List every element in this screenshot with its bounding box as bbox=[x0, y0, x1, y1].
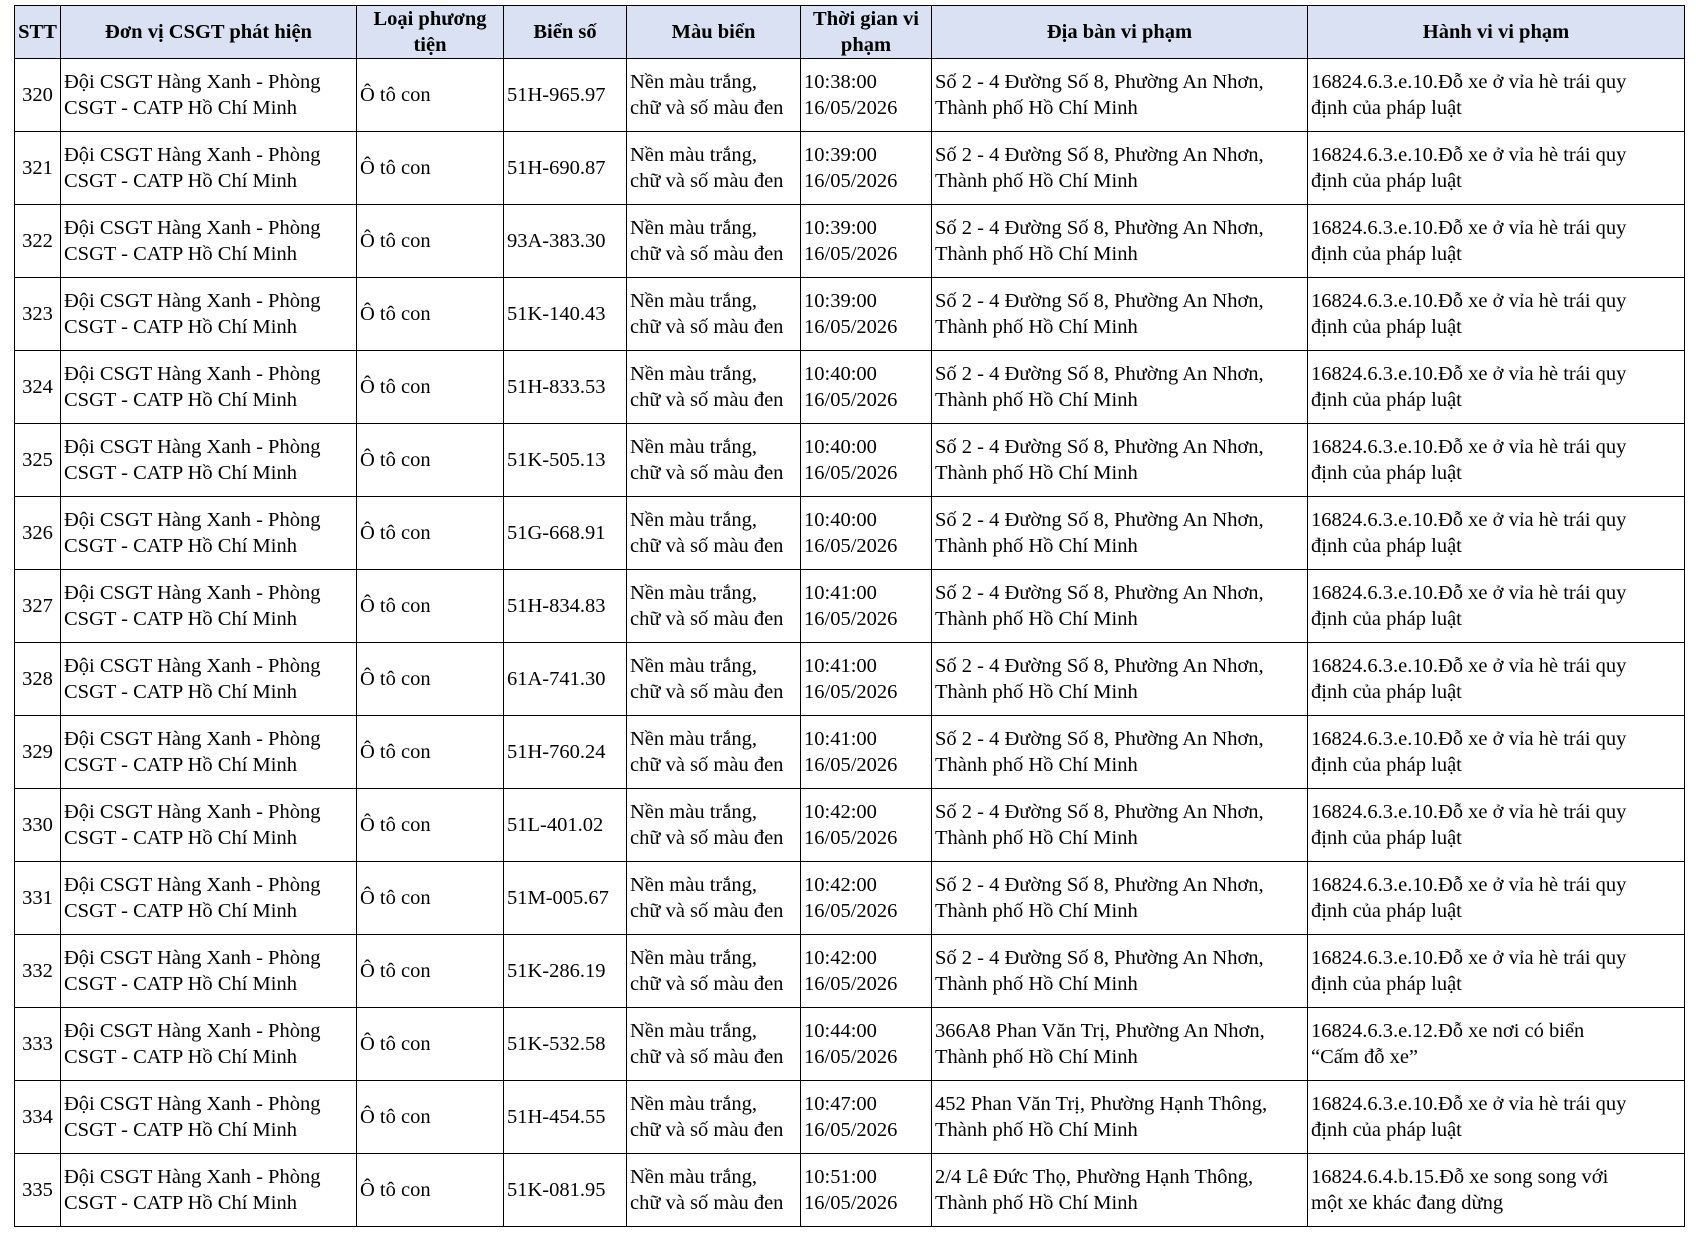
cell-violation-text: 16824.6.3.e.10.Đỗ xe ở vỉa hè trái quy định của pháp luật bbox=[1311, 436, 1627, 484]
cell-vehicle-text: Ô tô con bbox=[360, 157, 431, 179]
cell-stt-text: 327 bbox=[22, 595, 53, 617]
cell-location-text: Số 2 - 4 Đường Số 8, Phường An Nhơn, Thành phố Hồ Chí Minh bbox=[935, 728, 1264, 776]
cell-stt bbox=[15, 132, 61, 205]
cell-vehicle bbox=[357, 862, 504, 935]
cell-vehicle-text: Ô tô con bbox=[360, 595, 431, 617]
cell-plate-color bbox=[627, 1081, 801, 1154]
cell-violation bbox=[1308, 1154, 1685, 1227]
cell-violation-text: 16824.6.3.e.10.Đỗ xe ở vỉa hè trái quy định của pháp luật bbox=[1311, 290, 1627, 338]
cell-unit-text: Đội CSGT Hàng Xanh - Phòng CSGT - CATP Hồ Chí Minh bbox=[64, 801, 321, 849]
cell-unit bbox=[61, 862, 357, 935]
cell-plate-color-text: Nền màu trắng, chữ và số màu đen bbox=[630, 801, 784, 849]
cell-plate bbox=[504, 497, 627, 570]
cell-time bbox=[801, 497, 932, 570]
cell-stt bbox=[15, 570, 61, 643]
cell-time-text: 10:41:00 16/05/2026 bbox=[804, 582, 898, 630]
cell-location bbox=[932, 935, 1308, 1008]
cell-vehicle-text: Ô tô con bbox=[360, 230, 431, 252]
cell-vehicle bbox=[357, 132, 504, 205]
cell-violation-text: 16824.6.4.b.15.Đỗ xe song song với một xe khác đang dừng bbox=[1311, 1166, 1609, 1214]
cell-unit bbox=[61, 59, 357, 132]
cell-violation bbox=[1308, 789, 1685, 862]
cell-plate bbox=[504, 132, 627, 205]
cell-stt-text: 321 bbox=[22, 157, 53, 179]
cell-unit bbox=[61, 570, 357, 643]
table-row bbox=[15, 278, 1685, 351]
cell-location bbox=[932, 424, 1308, 497]
cell-violation bbox=[1308, 570, 1685, 643]
cell-time-text: 10:42:00 16/05/2026 bbox=[804, 874, 898, 922]
cell-location bbox=[932, 351, 1308, 424]
cell-location bbox=[932, 497, 1308, 570]
cell-violation-text: 16824.6.3.e.10.Đỗ xe ở vỉa hè trái quy định của pháp luật bbox=[1311, 1093, 1627, 1141]
cell-plate-color bbox=[627, 1008, 801, 1081]
cell-plate-text: 51M-005.67 bbox=[507, 887, 609, 909]
cell-unit bbox=[61, 278, 357, 351]
cell-stt-text: 329 bbox=[22, 741, 53, 763]
cell-plate-text: 51K-532.58 bbox=[507, 1033, 606, 1055]
cell-vehicle-text: Ô tô con bbox=[360, 887, 431, 909]
cell-stt-text: 326 bbox=[22, 522, 53, 544]
cell-unit bbox=[61, 205, 357, 278]
cell-stt-text: 335 bbox=[22, 1179, 53, 1201]
cell-vehicle bbox=[357, 351, 504, 424]
cell-plate-text: 51K-140.43 bbox=[507, 303, 606, 325]
cell-stt-text: 332 bbox=[22, 960, 53, 982]
cell-violation bbox=[1308, 424, 1685, 497]
header-stt: STT bbox=[15, 6, 61, 59]
cell-unit-text: Đội CSGT Hàng Xanh - Phòng CSGT - CATP Hồ Chí Minh bbox=[64, 728, 321, 776]
cell-unit-text: Đội CSGT Hàng Xanh - Phòng CSGT - CATP Hồ Chí Minh bbox=[64, 144, 321, 192]
cell-plate bbox=[504, 59, 627, 132]
cell-location bbox=[932, 1154, 1308, 1227]
cell-unit-text: Đội CSGT Hàng Xanh - Phòng CSGT - CATP Hồ Chí Minh bbox=[64, 1166, 321, 1214]
cell-stt-text: 324 bbox=[22, 376, 53, 398]
cell-time bbox=[801, 205, 932, 278]
cell-plate-color bbox=[627, 205, 801, 278]
cell-vehicle bbox=[357, 424, 504, 497]
table-row bbox=[15, 716, 1685, 789]
cell-location bbox=[932, 570, 1308, 643]
table-row bbox=[15, 862, 1685, 935]
cell-time-text: 10:42:00 16/05/2026 bbox=[804, 947, 898, 995]
cell-time bbox=[801, 716, 932, 789]
table-row bbox=[15, 205, 1685, 278]
table-row bbox=[15, 570, 1685, 643]
cell-unit bbox=[61, 1008, 357, 1081]
cell-stt bbox=[15, 1154, 61, 1227]
cell-plate-color-text: Nền màu trắng, chữ và số màu đen bbox=[630, 728, 784, 776]
cell-violation bbox=[1308, 862, 1685, 935]
cell-unit-text: Đội CSGT Hàng Xanh - Phòng CSGT - CATP Hồ Chí Minh bbox=[64, 947, 321, 995]
header-plate: Biển số bbox=[504, 6, 627, 59]
header-plate-color: Màu biển bbox=[627, 6, 801, 59]
cell-stt bbox=[15, 205, 61, 278]
cell-vehicle-text: Ô tô con bbox=[360, 668, 431, 690]
cell-plate-text: 51K-286.19 bbox=[507, 960, 606, 982]
cell-violation bbox=[1308, 278, 1685, 351]
cell-violation bbox=[1308, 132, 1685, 205]
cell-location bbox=[932, 278, 1308, 351]
cell-plate bbox=[504, 424, 627, 497]
cell-plate-color bbox=[627, 497, 801, 570]
cell-location-text: Số 2 - 4 Đường Số 8, Phường An Nhơn, Thành phố Hồ Chí Minh bbox=[935, 801, 1264, 849]
header-vehicle: Loại phương tiện bbox=[357, 6, 504, 59]
cell-stt-text: 333 bbox=[22, 1033, 53, 1055]
cell-location-text: Số 2 - 4 Đường Số 8, Phường An Nhơn, Thành phố Hồ Chí Minh bbox=[935, 144, 1264, 192]
cell-vehicle bbox=[357, 643, 504, 716]
cell-plate bbox=[504, 935, 627, 1008]
cell-unit-text: Đội CSGT Hàng Xanh - Phòng CSGT - CATP Hồ Chí Minh bbox=[64, 217, 321, 265]
cell-plate-text: 61A-741.30 bbox=[507, 668, 606, 690]
cell-unit bbox=[61, 497, 357, 570]
cell-unit bbox=[61, 132, 357, 205]
cell-vehicle-text: Ô tô con bbox=[360, 376, 431, 398]
cell-plate-color-text: Nền màu trắng, chữ và số màu đen bbox=[630, 217, 784, 265]
cell-vehicle-text: Ô tô con bbox=[360, 303, 431, 325]
cell-plate bbox=[504, 862, 627, 935]
cell-vehicle bbox=[357, 935, 504, 1008]
cell-time-text: 10:47:00 16/05/2026 bbox=[804, 1093, 898, 1141]
table-header bbox=[15, 6, 1685, 59]
cell-time bbox=[801, 935, 932, 1008]
cell-violation bbox=[1308, 351, 1685, 424]
cell-violation bbox=[1308, 643, 1685, 716]
cell-location-text: Số 2 - 4 Đường Số 8, Phường An Nhơn, Thành phố Hồ Chí Minh bbox=[935, 582, 1264, 630]
cell-violation bbox=[1308, 935, 1685, 1008]
cell-plate-color-text: Nền màu trắng, chữ và số màu đen bbox=[630, 363, 784, 411]
cell-stt bbox=[15, 497, 61, 570]
cell-plate-text: 51L-401.02 bbox=[507, 814, 604, 836]
cell-vehicle bbox=[357, 716, 504, 789]
cell-vehicle bbox=[357, 1081, 504, 1154]
cell-location-text: Số 2 - 4 Đường Số 8, Phường An Nhơn, Thành phố Hồ Chí Minh bbox=[935, 363, 1264, 411]
cell-violation-text: 16824.6.3.e.10.Đỗ xe ở vỉa hè trái quy định của pháp luật bbox=[1311, 363, 1627, 411]
table-row bbox=[15, 1154, 1685, 1227]
cell-time-text: 10:40:00 16/05/2026 bbox=[804, 363, 898, 411]
cell-unit-text: Đội CSGT Hàng Xanh - Phòng CSGT - CATP Hồ Chí Minh bbox=[64, 874, 321, 922]
cell-time-text: 10:39:00 16/05/2026 bbox=[804, 217, 898, 265]
cell-time bbox=[801, 862, 932, 935]
header-location: Địa bàn vi phạm bbox=[932, 6, 1308, 59]
cell-plate-text: 51K-081.95 bbox=[507, 1179, 606, 1201]
cell-plate-color-text: Nền màu trắng, chữ và số màu đen bbox=[630, 1166, 784, 1214]
cell-stt bbox=[15, 59, 61, 132]
cell-vehicle-text: Ô tô con bbox=[360, 1033, 431, 1055]
cell-location bbox=[932, 789, 1308, 862]
cell-unit bbox=[61, 1081, 357, 1154]
header-time: Thời gian vi phạm bbox=[801, 6, 932, 59]
cell-location-text: Số 2 - 4 Đường Số 8, Phường An Nhơn, Thành phố Hồ Chí Minh bbox=[935, 509, 1264, 557]
cell-violation-text: 16824.6.3.e.10.Đỗ xe ở vỉa hè trái quy định của pháp luật bbox=[1311, 509, 1627, 557]
cell-violation-text: 16824.6.3.e.12.Đỗ xe nơi có biển “Cấm đỗ xe” bbox=[1311, 1020, 1585, 1068]
cell-stt-text: 320 bbox=[22, 84, 53, 106]
cell-stt bbox=[15, 716, 61, 789]
cell-vehicle bbox=[357, 789, 504, 862]
cell-location-text: Số 2 - 4 Đường Số 8, Phường An Nhơn, Thành phố Hồ Chí Minh bbox=[935, 874, 1264, 922]
cell-plate-text: 51H-965.97 bbox=[507, 84, 606, 106]
cell-plate-color bbox=[627, 351, 801, 424]
cell-location bbox=[932, 59, 1308, 132]
cell-violation bbox=[1308, 716, 1685, 789]
violations-table bbox=[14, 5, 1685, 1227]
cell-stt bbox=[15, 643, 61, 716]
cell-plate bbox=[504, 351, 627, 424]
cell-time bbox=[801, 351, 932, 424]
cell-location bbox=[932, 862, 1308, 935]
cell-plate bbox=[504, 205, 627, 278]
cell-location-text: 452 Phan Văn Trị, Phường Hạnh Thông, Thành phố Hồ Chí Minh bbox=[935, 1093, 1268, 1141]
table-row bbox=[15, 935, 1685, 1008]
table-row bbox=[15, 59, 1685, 132]
cell-stt bbox=[15, 935, 61, 1008]
cell-plate-color-text: Nền màu trắng, chữ và số màu đen bbox=[630, 144, 784, 192]
cell-plate bbox=[504, 789, 627, 862]
header-row bbox=[15, 6, 1685, 59]
cell-location-text: Số 2 - 4 Đường Số 8, Phường An Nhơn, Thành phố Hồ Chí Minh bbox=[935, 217, 1264, 265]
cell-violation-text: 16824.6.3.e.10.Đỗ xe ở vỉa hè trái quy định của pháp luật bbox=[1311, 582, 1627, 630]
cell-time-text: 10:51:00 16/05/2026 bbox=[804, 1166, 898, 1214]
cell-stt-text: 330 bbox=[22, 814, 53, 836]
cell-plate-color-text: Nền màu trắng, chữ và số màu đen bbox=[630, 874, 784, 922]
cell-plate bbox=[504, 716, 627, 789]
cell-plate bbox=[504, 1154, 627, 1227]
cell-time-text: 10:40:00 16/05/2026 bbox=[804, 509, 898, 557]
cell-plate-color bbox=[627, 278, 801, 351]
cell-plate bbox=[504, 278, 627, 351]
cell-vehicle-text: Ô tô con bbox=[360, 960, 431, 982]
cell-time bbox=[801, 570, 932, 643]
cell-unit bbox=[61, 935, 357, 1008]
table-row bbox=[15, 351, 1685, 424]
cell-stt bbox=[15, 1008, 61, 1081]
cell-time bbox=[801, 132, 932, 205]
cell-stt bbox=[15, 424, 61, 497]
cell-plate-color bbox=[627, 789, 801, 862]
table-row bbox=[15, 643, 1685, 716]
cell-plate-color-text: Nền màu trắng, chữ và số màu đen bbox=[630, 71, 784, 119]
cell-stt-text: 322 bbox=[22, 230, 53, 252]
cell-location-text: 2/4 Lê Đức Thọ, Phường Hạnh Thông, Thành phố Hồ Chí Minh bbox=[935, 1166, 1254, 1214]
cell-time bbox=[801, 1154, 932, 1227]
cell-location-text: Số 2 - 4 Đường Số 8, Phường An Nhơn, Thành phố Hồ Chí Minh bbox=[935, 655, 1264, 703]
cell-time bbox=[801, 789, 932, 862]
cell-time-text: 10:44:00 16/05/2026 bbox=[804, 1020, 898, 1068]
cell-plate-color bbox=[627, 935, 801, 1008]
cell-unit-text: Đội CSGT Hàng Xanh - Phòng CSGT - CATP Hồ Chí Minh bbox=[64, 436, 321, 484]
table-row bbox=[15, 789, 1685, 862]
cell-violation-text: 16824.6.3.e.10.Đỗ xe ở vỉa hè trái quy định của pháp luật bbox=[1311, 728, 1627, 776]
cell-unit-text: Đội CSGT Hàng Xanh - Phòng CSGT - CATP Hồ Chí Minh bbox=[64, 1020, 321, 1068]
table-row bbox=[15, 424, 1685, 497]
cell-plate-color bbox=[627, 862, 801, 935]
cell-plate-color-text: Nền màu trắng, chữ và số màu đen bbox=[630, 436, 784, 484]
cell-unit bbox=[61, 716, 357, 789]
cell-violation bbox=[1308, 497, 1685, 570]
cell-time-text: 10:38:00 16/05/2026 bbox=[804, 71, 898, 119]
cell-plate-color-text: Nền màu trắng, chữ và số màu đen bbox=[630, 1020, 784, 1068]
table-row bbox=[15, 1008, 1685, 1081]
cell-plate-text: 51H-760.24 bbox=[507, 741, 606, 763]
cell-plate bbox=[504, 643, 627, 716]
cell-unit-text: Đội CSGT Hàng Xanh - Phòng CSGT - CATP Hồ Chí Minh bbox=[64, 509, 321, 557]
cell-vehicle-text: Ô tô con bbox=[360, 522, 431, 544]
cell-location bbox=[932, 1008, 1308, 1081]
cell-vehicle bbox=[357, 205, 504, 278]
cell-stt bbox=[15, 789, 61, 862]
cell-time-text: 10:41:00 16/05/2026 bbox=[804, 728, 898, 776]
cell-time-text: 10:40:00 16/05/2026 bbox=[804, 436, 898, 484]
cell-plate-text: 51H-690.87 bbox=[507, 157, 606, 179]
cell-stt-text: 323 bbox=[22, 303, 53, 325]
table-body bbox=[15, 59, 1685, 1227]
cell-unit-text: Đội CSGT Hàng Xanh - Phòng CSGT - CATP Hồ Chí Minh bbox=[64, 290, 321, 338]
cell-time-text: 10:39:00 16/05/2026 bbox=[804, 144, 898, 192]
cell-plate-color-text: Nền màu trắng, chữ và số màu đen bbox=[630, 947, 784, 995]
cell-unit bbox=[61, 1154, 357, 1227]
cell-plate bbox=[504, 1008, 627, 1081]
cell-plate-color-text: Nền màu trắng, chữ và số màu đen bbox=[630, 290, 784, 338]
cell-stt bbox=[15, 351, 61, 424]
cell-unit-text: Đội CSGT Hàng Xanh - Phòng CSGT - CATP Hồ Chí Minh bbox=[64, 582, 321, 630]
cell-plate bbox=[504, 1081, 627, 1154]
cell-plate-color bbox=[627, 59, 801, 132]
cell-violation bbox=[1308, 59, 1685, 132]
cell-plate-color-text: Nền màu trắng, chữ và số màu đen bbox=[630, 655, 784, 703]
cell-vehicle bbox=[357, 1154, 504, 1227]
cell-plate bbox=[504, 570, 627, 643]
cell-violation bbox=[1308, 1081, 1685, 1154]
cell-plate-color-text: Nền màu trắng, chữ và số màu đen bbox=[630, 1093, 784, 1141]
cell-plate-text: 93A-383.30 bbox=[507, 230, 606, 252]
cell-plate-color bbox=[627, 716, 801, 789]
cell-location-text: 366A8 Phan Văn Trị, Phường An Nhơn, Thành phố Hồ Chí Minh bbox=[935, 1020, 1265, 1068]
cell-plate-color-text: Nền màu trắng, chữ và số màu đen bbox=[630, 582, 784, 630]
cell-violation-text: 16824.6.3.e.10.Đỗ xe ở vỉa hè trái quy định của pháp luật bbox=[1311, 874, 1627, 922]
cell-plate-color bbox=[627, 1154, 801, 1227]
cell-plate-color bbox=[627, 570, 801, 643]
cell-vehicle bbox=[357, 570, 504, 643]
cell-time-text: 10:41:00 16/05/2026 bbox=[804, 655, 898, 703]
cell-plate-text: 51G-668.91 bbox=[507, 522, 606, 544]
cell-vehicle-text: Ô tô con bbox=[360, 449, 431, 471]
cell-location-text: Số 2 - 4 Đường Số 8, Phường An Nhơn, Thành phố Hồ Chí Minh bbox=[935, 71, 1264, 119]
cell-violation bbox=[1308, 1008, 1685, 1081]
cell-plate-text: 51K-505.13 bbox=[507, 449, 606, 471]
cell-unit-text: Đội CSGT Hàng Xanh - Phòng CSGT - CATP Hồ Chí Minh bbox=[64, 1093, 321, 1141]
cell-vehicle-text: Ô tô con bbox=[360, 741, 431, 763]
cell-location bbox=[932, 643, 1308, 716]
cell-location bbox=[932, 716, 1308, 789]
cell-vehicle-text: Ô tô con bbox=[360, 1179, 431, 1201]
cell-plate-text: 51H-834.83 bbox=[507, 595, 606, 617]
cell-time bbox=[801, 1008, 932, 1081]
cell-violation-text: 16824.6.3.e.10.Đỗ xe ở vỉa hè trái quy định của pháp luật bbox=[1311, 217, 1627, 265]
cell-vehicle bbox=[357, 1008, 504, 1081]
cell-time bbox=[801, 643, 932, 716]
cell-time bbox=[801, 424, 932, 497]
cell-vehicle bbox=[357, 497, 504, 570]
cell-location bbox=[932, 1081, 1308, 1154]
cell-violation-text: 16824.6.3.e.10.Đỗ xe ở vỉa hè trái quy định của pháp luật bbox=[1311, 947, 1627, 995]
header-unit: Đơn vị CSGT phát hiện bbox=[61, 6, 357, 59]
cell-vehicle bbox=[357, 59, 504, 132]
cell-unit bbox=[61, 643, 357, 716]
cell-time-text: 10:39:00 16/05/2026 bbox=[804, 290, 898, 338]
cell-unit bbox=[61, 424, 357, 497]
cell-stt bbox=[15, 278, 61, 351]
cell-violation-text: 16824.6.3.e.10.Đỗ xe ở vỉa hè trái quy định của pháp luật bbox=[1311, 144, 1627, 192]
header-violation: Hành vi vi phạm bbox=[1308, 6, 1685, 59]
cell-time bbox=[801, 59, 932, 132]
cell-vehicle-text: Ô tô con bbox=[360, 84, 431, 106]
cell-location-text: Số 2 - 4 Đường Số 8, Phường An Nhơn, Thành phố Hồ Chí Minh bbox=[935, 947, 1264, 995]
cell-vehicle-text: Ô tô con bbox=[360, 1106, 431, 1128]
cell-unit bbox=[61, 351, 357, 424]
cell-location-text: Số 2 - 4 Đường Số 8, Phường An Nhơn, Thành phố Hồ Chí Minh bbox=[935, 290, 1264, 338]
table-row bbox=[15, 497, 1685, 570]
cell-vehicle-text: Ô tô con bbox=[360, 814, 431, 836]
cell-stt bbox=[15, 1081, 61, 1154]
cell-unit-text: Đội CSGT Hàng Xanh - Phòng CSGT - CATP Hồ Chí Minh bbox=[64, 655, 321, 703]
cell-violation-text: 16824.6.3.e.10.Đỗ xe ở vỉa hè trái quy định của pháp luật bbox=[1311, 655, 1627, 703]
cell-plate-color bbox=[627, 424, 801, 497]
cell-stt bbox=[15, 862, 61, 935]
cell-location bbox=[932, 205, 1308, 278]
table-row bbox=[15, 1081, 1685, 1154]
cell-vehicle bbox=[357, 278, 504, 351]
cell-stt-text: 325 bbox=[22, 449, 53, 471]
cell-time-text: 10:42:00 16/05/2026 bbox=[804, 801, 898, 849]
cell-violation-text: 16824.6.3.e.10.Đỗ xe ở vỉa hè trái quy định của pháp luật bbox=[1311, 71, 1627, 119]
cell-unit-text: Đội CSGT Hàng Xanh - Phòng CSGT - CATP Hồ Chí Minh bbox=[64, 363, 321, 411]
cell-unit bbox=[61, 789, 357, 862]
cell-location-text: Số 2 - 4 Đường Số 8, Phường An Nhơn, Thành phố Hồ Chí Minh bbox=[935, 436, 1264, 484]
cell-violation bbox=[1308, 205, 1685, 278]
cell-plate-text: 51H-454.55 bbox=[507, 1106, 606, 1128]
cell-violation-text: 16824.6.3.e.10.Đỗ xe ở vỉa hè trái quy định của pháp luật bbox=[1311, 801, 1627, 849]
cell-stt-text: 328 bbox=[22, 668, 53, 690]
cell-time bbox=[801, 1081, 932, 1154]
cell-plate-color bbox=[627, 132, 801, 205]
cell-stt-text: 334 bbox=[22, 1106, 53, 1128]
table-row bbox=[15, 132, 1685, 205]
cell-time bbox=[801, 278, 932, 351]
cell-unit-text: Đội CSGT Hàng Xanh - Phòng CSGT - CATP Hồ Chí Minh bbox=[64, 71, 321, 119]
cell-plate-color bbox=[627, 643, 801, 716]
cell-stt-text: 331 bbox=[22, 887, 53, 909]
cell-plate-text: 51H-833.53 bbox=[507, 376, 606, 398]
cell-plate-color-text: Nền màu trắng, chữ và số màu đen bbox=[630, 509, 784, 557]
cell-location bbox=[932, 132, 1308, 205]
